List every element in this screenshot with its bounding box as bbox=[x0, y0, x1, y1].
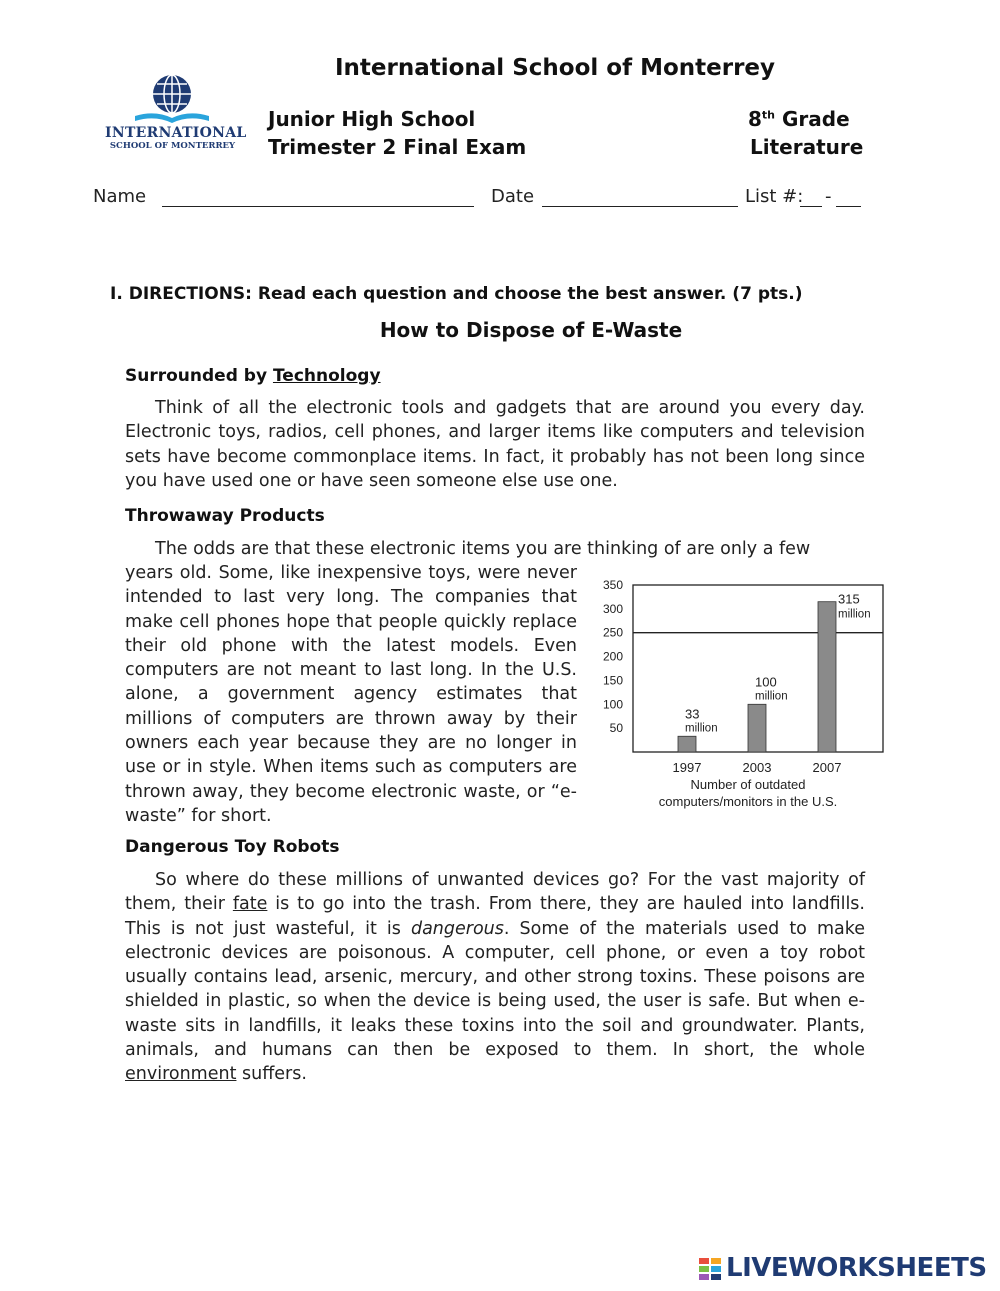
chart-y-tick-label: 50 bbox=[609, 721, 623, 736]
grade-word: Grade bbox=[781, 107, 850, 131]
chart-y-ticks bbox=[603, 578, 623, 735]
paragraph-dangerous-c: . Some of the materials used to make electronic devices are poisonous. A computer, cell phone, or even a toy robot usually contains lead, arsenic, mercury, and other strong toxins. These poisons are shielded in plastic, so when the device is being used, the user is safe. But when e-waste sits in landfills, it leaks these toxins into the soil and groundwater. Plants, animals, and humans can then be exposed to them. In short, the whole bbox=[125, 918, 865, 1061]
vocab-technology[interactable]: Technology bbox=[272, 366, 381, 386]
chart-y-tick-label: 250 bbox=[602, 625, 623, 640]
logo-text-international: INTERNATIONAL bbox=[105, 125, 247, 141]
list-field-1[interactable] bbox=[800, 190, 822, 207]
chart-y-tick-label: 100 bbox=[602, 697, 623, 712]
date-label: Date bbox=[491, 186, 535, 207]
grade-number: 8 bbox=[748, 107, 762, 131]
grade-superscript: th bbox=[761, 108, 776, 122]
section-heading-throwaway: Throwaway Products bbox=[125, 506, 325, 526]
paragraph-dangerous bbox=[125, 868, 865, 1087]
vocab-fate[interactable]: fate bbox=[232, 894, 268, 915]
list-separator: - bbox=[825, 186, 832, 207]
paragraph-throwaway-rest: years old. Some, like inexpensive toys, were never intended to last very long. The companies that make cell phones hope that people quickly replace their old phone with the latest models. Even computers are not meant to last long. In the U.S. alone, a government agency estimates that millions of computers are thrown away by their owners each year because they are no longer in use or in style. When items such as computers are thrown away, they become electronic waste, or “e-waste” for short. bbox=[125, 563, 577, 826]
school-level: Junior High School bbox=[268, 107, 476, 131]
paragraph-dangerous-b: is to go into the trash. From there, they are hauled into landfills. This is not just wasteful, it is bbox=[125, 894, 865, 939]
chart-bar bbox=[818, 602, 836, 752]
chart-x-tick-label: 2003 bbox=[742, 760, 772, 775]
paragraph-technology-text: Think of all the electronic tools and gadgets that are around you every day. Electronic toys, radios, cell phones, and larger items like computers and television sets have become commonplace items. In fact, it probably has not been long since you have used one or have seen someone else use one. bbox=[125, 398, 865, 491]
chart-bars bbox=[678, 592, 871, 752]
chart-unit-label: million bbox=[838, 608, 871, 621]
chart-data-label: 315 bbox=[838, 591, 860, 607]
italic-dangerous: dangerous bbox=[410, 918, 504, 939]
exam-title: Trimester 2 Final Exam bbox=[268, 135, 527, 159]
article-title: How to Dispose of E-Waste bbox=[379, 318, 683, 342]
chart-unit-label: million bbox=[755, 690, 788, 703]
chart-y-tick-label: 150 bbox=[602, 673, 623, 688]
chart-x-tick-label: 1997 bbox=[672, 760, 702, 775]
section-heading-dangerous: Dangerous Toy Robots bbox=[125, 837, 340, 857]
liveworksheets-brand: LIVEWORKSHEETS bbox=[726, 1253, 987, 1283]
chart-unit-label: million bbox=[685, 722, 718, 735]
paragraph-dangerous-d: suffers. bbox=[236, 1064, 307, 1085]
chart-title-line2: computers/monitors in the U.S. bbox=[658, 794, 838, 809]
name-field[interactable] bbox=[162, 190, 474, 207]
chart-y-tick-label: 350 bbox=[602, 578, 623, 592]
chart-data-label: 100 bbox=[755, 674, 777, 690]
liveworksheets-logo-icon bbox=[698, 1256, 724, 1286]
chart-bar bbox=[748, 704, 766, 752]
grade-label bbox=[748, 107, 850, 131]
globe-icon bbox=[153, 75, 191, 113]
paragraph-throwaway-first-line bbox=[125, 537, 865, 561]
book-icon bbox=[135, 113, 209, 123]
list-label: List #: bbox=[745, 186, 804, 207]
section-heading-prefix: Surrounded by bbox=[125, 366, 273, 386]
date-field[interactable] bbox=[542, 190, 738, 207]
school-name: International School of Monterrey bbox=[334, 55, 776, 81]
subject-label: Literature bbox=[750, 135, 864, 159]
chart-data-label: 33 bbox=[685, 706, 700, 722]
logo-text-school: SCHOOL OF MONTERREY bbox=[109, 141, 236, 151]
paragraph-dangerous-a: So where do these millions of unwanted devices go? For the vast majority of them, their bbox=[125, 870, 865, 915]
ewaste-bar-chart bbox=[595, 575, 895, 820]
list-field-2[interactable] bbox=[836, 190, 861, 207]
directions: I. DIRECTIONS: Read each question and choose the best answer. (7 pts.) bbox=[110, 284, 803, 304]
chart-x-tick-label: 2007 bbox=[812, 760, 842, 775]
section-heading-technology bbox=[125, 366, 381, 386]
chart-title-line1: Number of outdated bbox=[690, 777, 806, 792]
chart-y-tick-label: 300 bbox=[602, 601, 623, 616]
chart-y-tick-label: 200 bbox=[602, 649, 623, 664]
chart-x-labels bbox=[673, 760, 842, 775]
name-label: Name bbox=[93, 186, 147, 207]
chart-bar bbox=[678, 736, 696, 752]
vocab-environment[interactable]: environment bbox=[125, 1064, 237, 1085]
paragraph-technology bbox=[125, 396, 865, 493]
paragraph-throwaway-first-text: The odds are that these electronic items you are thinking of are only a few bbox=[155, 539, 811, 559]
